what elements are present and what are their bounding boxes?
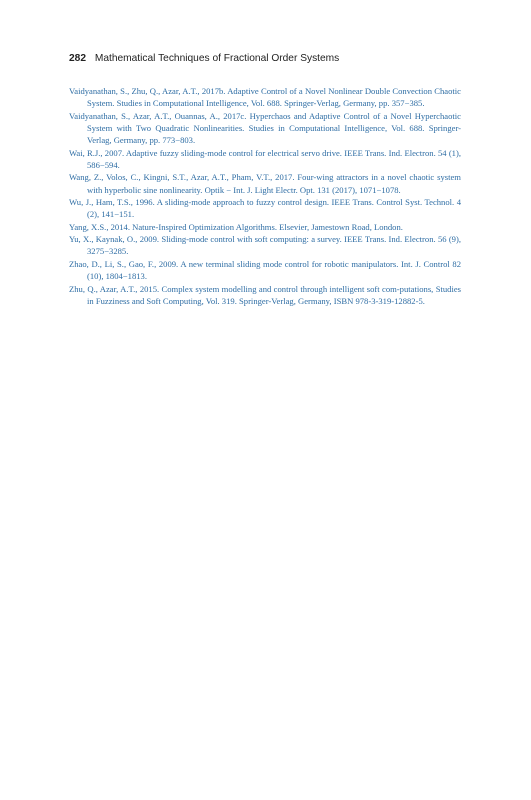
reference-item: Wai, R.J., 2007. Adaptive fuzzy sliding-mode control for electrical servo drive. IEEE Trans. Ind. Electron. 54 (1), 586−594. (69, 147, 461, 171)
reference-item: Zhao, D., Li, S., Gao, F., 2009. A new terminal sliding mode control for robotic manipulators. Int. J. Control 82 (10), 1804−1813. (69, 258, 461, 282)
book-title: Mathematical Techniques of Fractional Order Systems (94, 53, 340, 64)
reference-list (69, 85, 461, 307)
running-head (69, 53, 479, 64)
reference-item: Yu, X., Kaynak, O., 2009. Sliding-mode control with soft computing: a survey. IEEE Trans. Ind. Electron. 56 (9), 3275−3285. (69, 234, 461, 257)
reference-item: Wang, Z., Volos, C., Kingni, S.T., Azar, A.T., Pham, V.T., 2017. Four-wing attractors in a novel chaotic system with hyperbolic sine nonlinearity. Optik − Int. J. Light Electr. Opt. 131 (2017), 1071−1078. (69, 172, 461, 195)
reference-item: Wu, J., Ham, T.S., 1996. A sliding-mode approach to fuzzy control design. IEEE Trans. Control Syst. Technol. 4 (2), 141−151. (69, 197, 461, 220)
reference-item: Vaidyanathan, S., Azar, A.T., Ouannas, A., 2017c. Hyperchaos and Adaptive Control of a Novel Hyperchaotic System with Two Quadratic Nonlinearities. Studies in Computational Intelligence, Vol. 688. Springer-Verlag, Germany, pp. 773−803. (69, 110, 461, 146)
reference-item: Yang, X.S., 2014. Nature-Inspired Optimization Algorithms. Elsevier, Jamestown Road, London. (69, 221, 403, 232)
reference-item: Vaidyanathan, S., Zhu, Q., Azar, A.T., 2017b. Adaptive Control of a Novel Nonlinear Double Convection Chaotic System. Studies in Computational Intelligence, Vol. 688. Springer-Verlag, Germany, pp. 357−385. (69, 86, 461, 109)
page-number: 282 (69, 53, 86, 64)
reference-item: Zhu, Q., Azar, A.T., 2015. Complex system modelling and control through intelligent soft com-putations, Studies in Fuzziness and Soft Computing, Vol. 319. Springer-Verlag, Germany, ISBN 978-3-319-12882-5. (69, 283, 461, 306)
